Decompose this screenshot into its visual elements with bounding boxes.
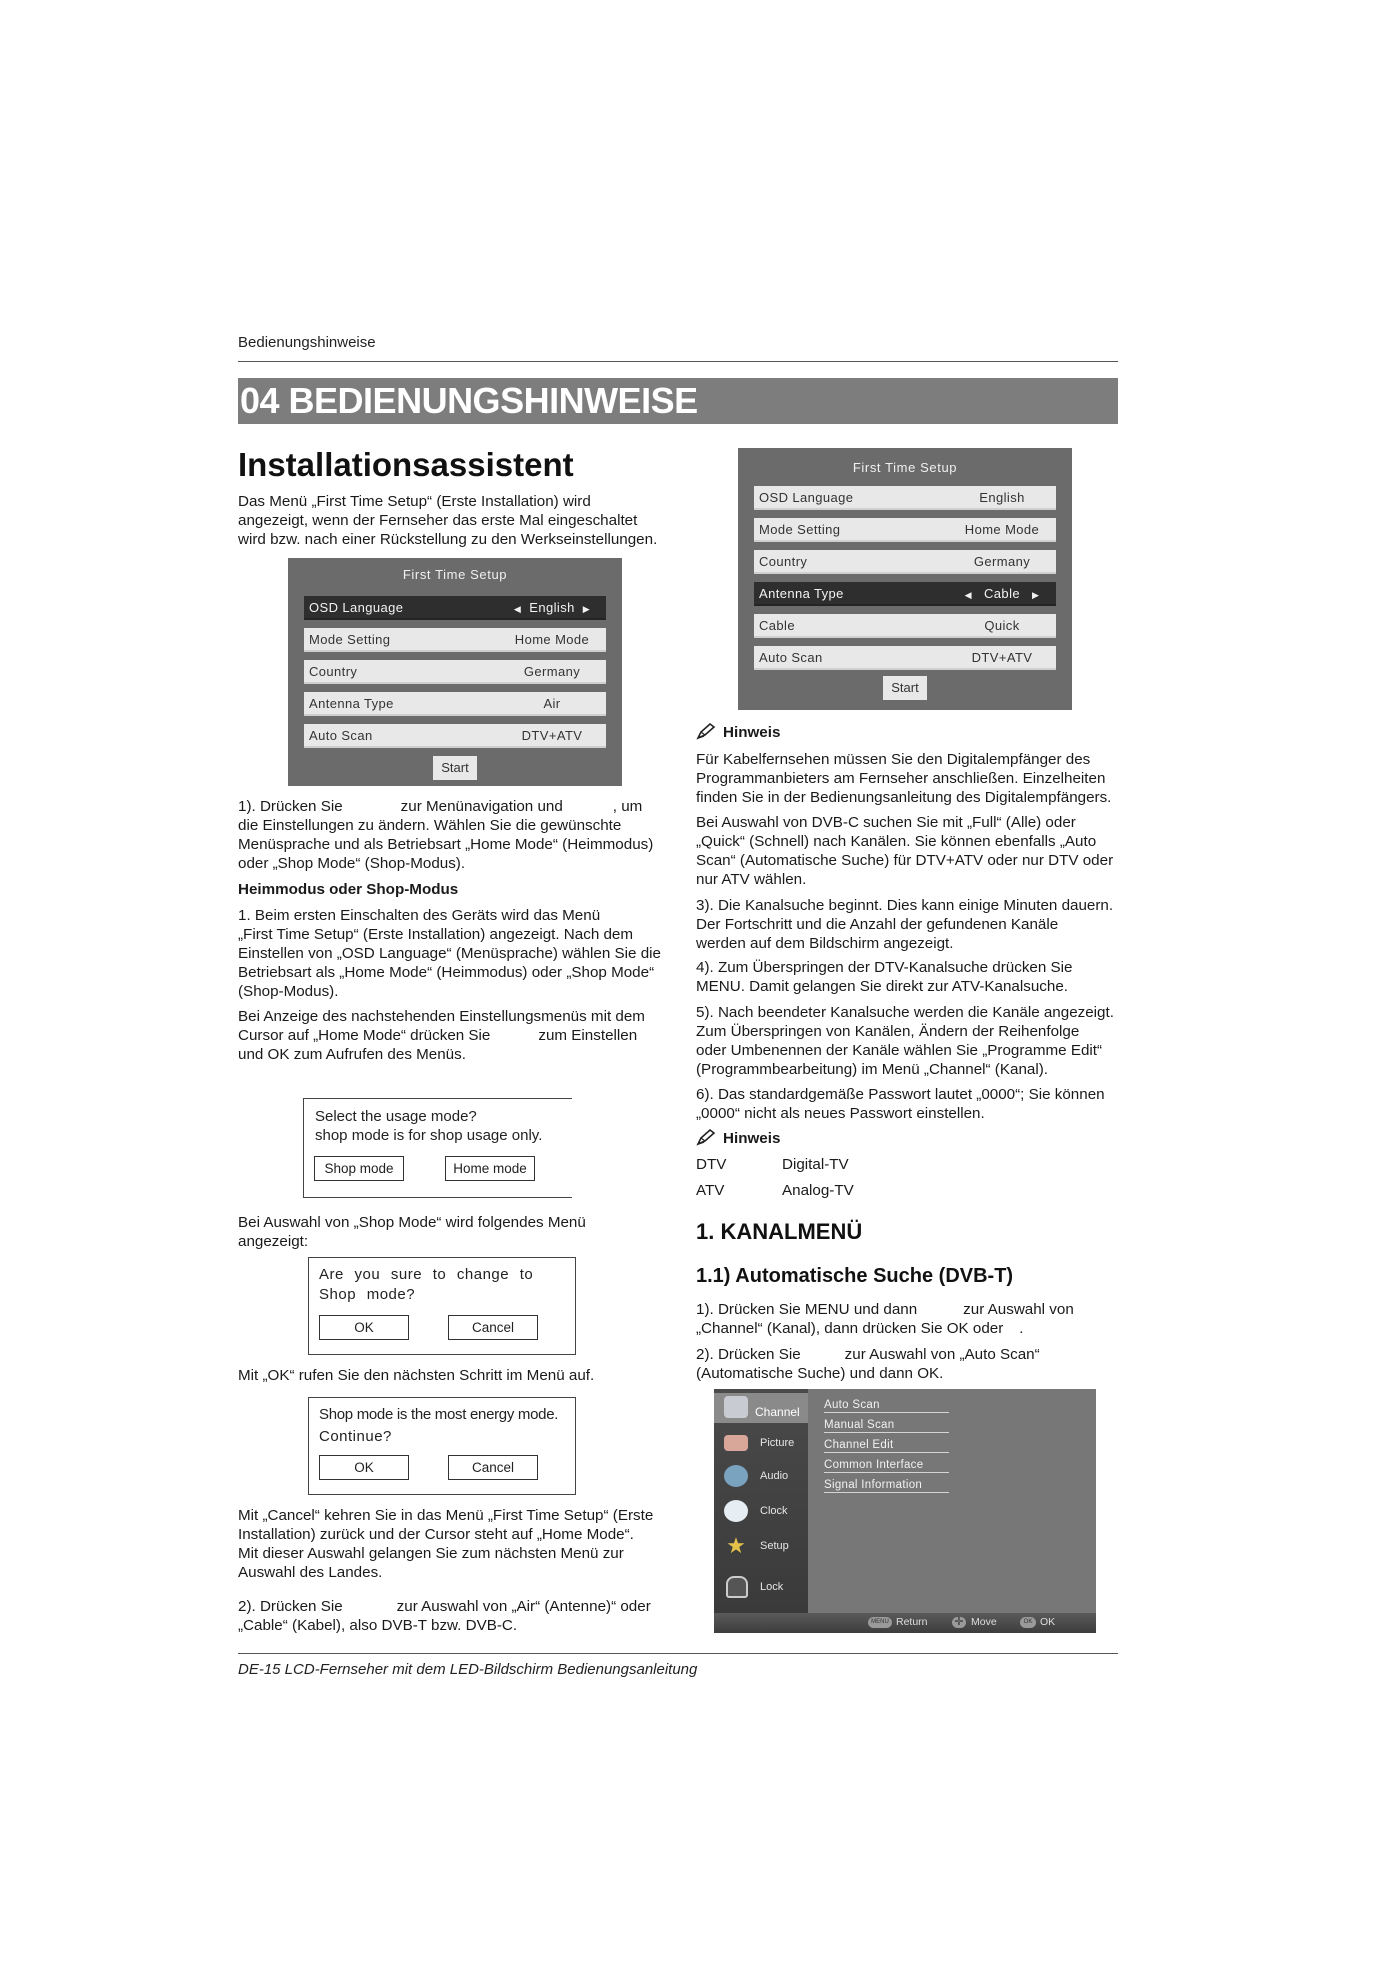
pencil-icon [696, 722, 716, 740]
step2-paragraph: 2). Drücken Sie zur Auswahl von „Air“ (Antenne)“ oder „Cable“ (Kabel), also DVB-T bzw. DVB-C. [238, 1598, 651, 1634]
menu-row-antenna-type[interactable]: Antenna Type Air [304, 692, 606, 716]
ok-paragraph: Mit „OK“ rufen Sie den nächsten Schritt im Menü auf. [238, 1367, 595, 1384]
shop-mode-button[interactable]: Shop mode [314, 1156, 404, 1181]
menu-row-osd-language[interactable]: OSD Language ◀ English ▶ [304, 596, 606, 620]
picture-icon [724, 1435, 748, 1451]
auto-step2-paragraph: 2). Drücken Sie zur Auswahl von „Auto Scan“ (Automatische Suche) und dann OK. [696, 1346, 1040, 1382]
chapter-title: 04 BEDIENUNGSHINWEISE [240, 380, 698, 421]
step1-paragraph: 1). Drücken Sie zur Menünavigation und , um die Einstellungen zu ändern. Wählen Sie die gewünschte Menüsprache und als Betriebsart „Home Mode“ (Heimmodus) oder „Shop Mode“ (Shop-Modus). [238, 798, 654, 872]
ok-key-icon: OK [1020, 1617, 1036, 1628]
sidebar-item-channel[interactable]: Channel [714, 1393, 808, 1423]
dialog-text-line1: Select the usage mode? [315, 1108, 477, 1125]
dvbc-paragraph: Bei Auswahl von DVB-C suchen Sie mit „Full“ (Alle) oder „Quick“ (Schnell) nach Kanälen. Sie können ebenfalls „Auto Scan“ (Automatische Suche) für DTV+ATV oder nur DTV oder nur ATV wählen. [696, 814, 1114, 888]
first-time-setup-menu-cable [738, 448, 1072, 710]
channel-menu-sidebar [714, 1389, 808, 1613]
start-button[interactable]: Start [883, 676, 927, 700]
hint-label: Hinweis [723, 724, 781, 741]
footer-move: Move [971, 1616, 997, 1628]
header-rule [238, 361, 1118, 362]
footer-ok: OK [1040, 1616, 1056, 1628]
home-shop-heading: Heimmodus oder Shop-Modus [238, 881, 459, 898]
option-signal-information[interactable]: Signal Information [824, 1479, 949, 1493]
star-icon: ★ [726, 1533, 746, 1558]
step3-paragraph: 3). Die Kanalsuche beginnt. Dies kann einige Minuten dauern. Der Fortschritt und die Anzahl der gefundenen Kanäle werden auf dem Bildschirm angezeigt. [696, 897, 1114, 952]
arrow-right-icon: ▶ [582, 604, 591, 614]
menu-row-antenna-type[interactable]: Antenna Type ◀ Cable ▶ [754, 582, 1056, 606]
ok-button[interactable]: OK [319, 1455, 409, 1480]
option-common-interface[interactable]: Common Interface [824, 1459, 949, 1473]
intro-paragraph: Das Menü „First Time Setup“ (Erste Installation) wird angezeigt, wenn der Fernseher das erste Mal eingeschaltet wird bzw. nach einer Rückstellung zu den Werkseinstellungen. [238, 493, 658, 548]
abbr-desc: Analog-TV [782, 1182, 854, 1199]
home-mode-button[interactable]: Home mode [445, 1156, 535, 1181]
menu-row-country[interactable]: Country Germany [304, 660, 606, 684]
sidebar-item-setup[interactable]: ★ Setup [714, 1532, 808, 1562]
step5-paragraph: 5). Nach beendeter Kanalsuche werden die Kanäle angezeigt. Zum Überspringen von Kanälen, Ändern der Reihenfolge oder Umbenennen der Kanäle wählen Sie „Programme Edit“ (Programmbearbeitung) im Menü „Channel“ (Kanal). [696, 1004, 1114, 1078]
option-auto-scan[interactable]: Auto Scan [824, 1399, 949, 1413]
lock-icon [726, 1576, 748, 1598]
confirm-dialog [308, 1257, 576, 1355]
cancel-button[interactable]: Cancel [448, 1455, 538, 1480]
dialog-text-line1: Shop mode is the most energy mode. [319, 1406, 559, 1423]
footer-rule [238, 1653, 1118, 1654]
menu-key-icon: MENU [868, 1617, 892, 1628]
tv-icon [724, 1396, 748, 1418]
sidebar-item-lock[interactable]: Lock [714, 1573, 808, 1603]
auto-step1-paragraph: 1). Drücken Sie MENU und dann zur Auswahl von „Channel“ (Kanal), dann drücken Sie OK oder . [696, 1301, 1074, 1337]
option-manual-scan[interactable]: Manual Scan [824, 1419, 949, 1433]
dialog-text-line2: Shop mode? [319, 1286, 416, 1303]
menu-row-mode-setting[interactable]: Mode Setting Home Mode [754, 518, 1056, 542]
arrow-right-icon: ▶ [1032, 590, 1040, 600]
dialog-text-line2: Continue? [319, 1428, 392, 1445]
menu-row-auto-scan[interactable]: Auto Scan DTV+ATV [754, 646, 1056, 670]
menu-row-osd-language[interactable]: OSD Language English [754, 486, 1056, 510]
energy-dialog [308, 1397, 576, 1495]
hint1-paragraph: Für Kabelfernsehen müssen Sie den Digitalempfänger des Programmanbieters am Fernseher anschließen. Einzelheiten finden Sie in der Bedienungsanleitung des Digitalempfängers. [696, 751, 1112, 806]
abbr-term: DTV [696, 1156, 727, 1173]
usage-mode-dialog [303, 1098, 572, 1198]
dialog-text-line1: Are you sure to change to [319, 1266, 534, 1283]
cursor-paragraph: Bei Anzeige des nachstehenden Einstellungsmenüs mit dem Cursor auf „Home Mode“ drücken Sie zum Einstellen und OK zum Aufrufen des Menüs. [238, 1008, 645, 1063]
arrow-left-icon: ◀ [513, 604, 522, 614]
arrow-left-icon: ◀ [964, 590, 972, 600]
first-time-setup-menu [288, 558, 622, 786]
menu-row-mode-setting[interactable]: Mode Setting Home Mode [304, 628, 606, 652]
shop-select-paragraph: Bei Auswahl von „Shop Mode“ wird folgendes Menü angezeigt: [238, 1214, 586, 1250]
cancel-paragraph: Mit „Cancel“ kehren Sie in das Menü „First Time Setup“ (Erste Installation) zurück und der Cursor steht auf „Home Mode“. Mit dieser Auswahl gelangen Sie zum nächsten Menü zur Auswahl des Landes. [238, 1507, 654, 1581]
sidebar-item-clock[interactable]: Clock [714, 1497, 808, 1527]
auto-scan-heading: 1.1) Automatische Suche (DVB-T) [696, 1265, 1014, 1287]
step4-paragraph: 4). Zum Überspringen der DTV-Kanalsuche drücken Sie MENU. Damit gelangen Sie direkt zur ATV-Kanalsuche. [696, 959, 1073, 995]
menu-title: First Time Setup [852, 460, 958, 475]
channel-menu-screen [714, 1389, 1096, 1633]
audio-icon [724, 1465, 748, 1487]
section-title: Installationsassistent [238, 446, 574, 483]
menu-row-country[interactable]: Country Germany [754, 550, 1056, 574]
page-footer: DE-15 LCD-Fernseher mit dem LED-Bildschirm Bedienungsanleitung [238, 1661, 698, 1678]
running-head: Bedienungshinweise [238, 334, 376, 351]
sidebar-item-picture[interactable]: Picture [714, 1429, 808, 1459]
home-shop-paragraph: 1. Beim ersten Einschalten des Geräts wird das Menü „First Time Setup“ (Erste Installation) angezeigt. Nach dem Einstellen von „OSD Language“ (Menüsprache) wählen Sie die Betriebsart als „Home Mode“ (Heimmodus) oder „Shop Mode“ (Shop-Modus). [238, 907, 661, 1000]
dialog-text-line2: shop mode is for shop usage only. [315, 1127, 543, 1144]
cancel-button[interactable]: Cancel [448, 1315, 538, 1340]
pencil-icon [696, 1128, 716, 1146]
menu-title: First Time Setup [402, 567, 508, 582]
start-button[interactable]: Start [433, 756, 477, 780]
menu-row-auto-scan[interactable]: Auto Scan DTV+ATV [304, 724, 606, 748]
channel-menu-footer [714, 1613, 1096, 1633]
kanal-heading: 1. KANALMENÜ [696, 1219, 863, 1244]
option-channel-edit[interactable]: Channel Edit [824, 1439, 949, 1453]
move-key-icon: ✛ [952, 1617, 966, 1628]
abbr-term: ATV [696, 1182, 725, 1199]
menu-row-cable[interactable]: Cable Quick [754, 614, 1056, 638]
abbr-desc: Digital-TV [782, 1156, 849, 1173]
clock-icon [724, 1500, 748, 1522]
sidebar-item-audio[interactable]: Audio [714, 1462, 808, 1492]
ok-button[interactable]: OK [319, 1315, 409, 1340]
hint-label: Hinweis [723, 1130, 781, 1147]
step6-paragraph: 6). Das standardgemäße Passwort lautet „0000“; Sie können „0000“ nicht als neues Passwort einstellen. [696, 1086, 1105, 1122]
footer-return: Return [896, 1616, 928, 1628]
